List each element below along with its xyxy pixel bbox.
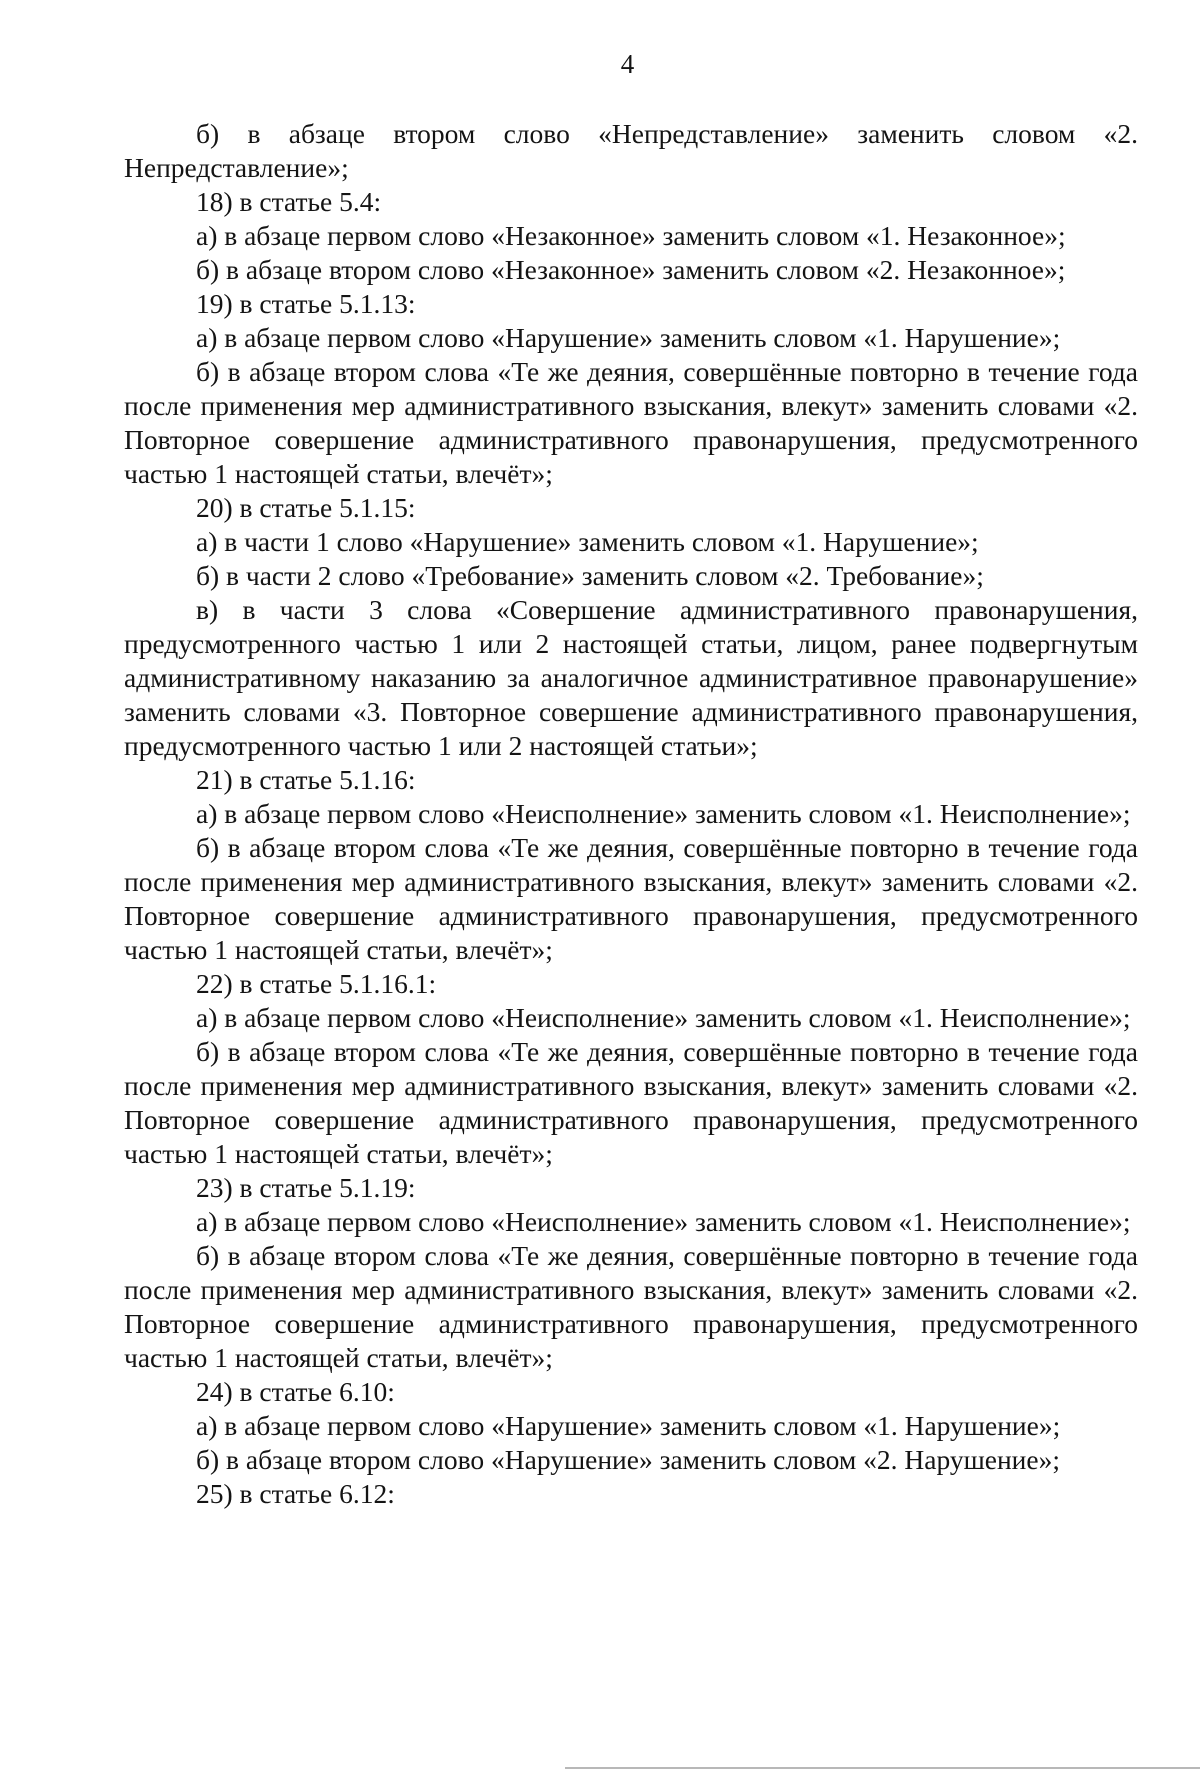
- paragraph-item-20a: а) в части 1 слово «Нарушение» заменить словом «1. Нарушение»;: [196, 526, 979, 557]
- paragraph-item-17b: б) в абзаце втором слово «Непредставление» заменить словом «2. Непредставление»;: [124, 118, 1138, 183]
- paragraph-item-23a: а) в абзаце первом слово «Неисполнение» заменить словом «1. Неисполнение»;: [196, 1206, 1131, 1237]
- scan-edge-divider: [565, 1767, 1200, 1769]
- paragraph-item-24b: б) в абзаце втором слово «Нарушение» заменить словом «2. Нарушение»;: [196, 1444, 1060, 1475]
- paragraph-item-19b: б) в абзаце втором слова «Те же деяния, совершённые повторно в течение года после применения мер административного взыскания, влекут» заменить словами «2. Повторное совершение административного правонарушения, предусмотренного частью 1 настоящей статьи, влечёт»;: [124, 356, 1138, 489]
- paragraph-item-23b: б) в абзаце втором слова «Те же деяния, совершённые повторно в течение года после применения мер административного взыскания, влекут» заменить словами «2. Повторное совершение административного правонарушения, предусмотренного частью 1 настоящей статьи, влечёт»;: [124, 1240, 1138, 1373]
- paragraph-item-20v: в) в части 3 слова «Совершение административного правонарушения, предусмотренного частью 1 или 2 настоящей статьи, лицом, ранее подвергнутым административному наказанию за аналогичное административное правонарушение» заменить словами «3. Повторное совершение административного правонарушения, предусмотренного частью 1 или 2 настоящей статьи»;: [124, 594, 1138, 761]
- paragraph-heading-21: 21) в статье 5.1.16:: [196, 764, 416, 795]
- paragraph-item-22a: а) в абзаце первом слово «Неисполнение» заменить словом «1. Неисполнение»;: [196, 1002, 1131, 1033]
- paragraph-heading-23: 23) в статье 5.1.19:: [196, 1172, 416, 1203]
- paragraph-item-22b: б) в абзаце втором слова «Те же деяния, совершённые повторно в течение года после применения мер административного взыскания, влекут» заменить словами «2. Повторное совершение административного правонарушения, предусмотренного частью 1 настоящей статьи, влечёт»;: [124, 1036, 1138, 1169]
- paragraph-heading-18: 18) в статье 5.4:: [196, 186, 382, 217]
- paragraph-item-18b: б) в абзаце втором слово «Незаконное» заменить словом «2. Незаконное»;: [196, 254, 1066, 285]
- paragraph-item-19a: а) в абзаце первом слово «Нарушение» заменить словом «1. Нарушение»;: [196, 322, 1061, 353]
- paragraph-heading-25: 25) в статье 6.12:: [196, 1478, 395, 1509]
- paragraph-heading-22: 22) в статье 5.1.16.1:: [196, 968, 437, 999]
- paragraph-heading-20: 20) в статье 5.1.15:: [196, 492, 416, 523]
- paragraph-item-18a: а) в абзаце первом слово «Незаконное» заменить словом «1. Незаконное»;: [196, 220, 1066, 251]
- paragraph-heading-19: 19) в статье 5.1.13:: [196, 288, 416, 319]
- document-body: [124, 117, 1138, 1511]
- paragraph-heading-24: 24) в статье 6.10:: [196, 1376, 395, 1407]
- paragraph-item-21b: б) в абзаце втором слова «Те же деяния, совершённые повторно в течение года после применения мер административного взыскания, влекут» заменить словами «2. Повторное совершение административного правонарушения, предусмотренного частью 1 настоящей статьи, влечёт»;: [124, 832, 1138, 965]
- page-number: 4: [620, 49, 635, 79]
- paragraph-item-24a: а) в абзаце первом слово «Нарушение» заменить словом «1. Нарушение»;: [196, 1410, 1061, 1441]
- paragraph-item-20b: б) в части 2 слово «Требование» заменить словом «2. Требование»;: [196, 560, 984, 591]
- paragraph-item-21a: а) в абзаце первом слово «Неисполнение» заменить словом «1. Неисполнение»;: [196, 798, 1131, 829]
